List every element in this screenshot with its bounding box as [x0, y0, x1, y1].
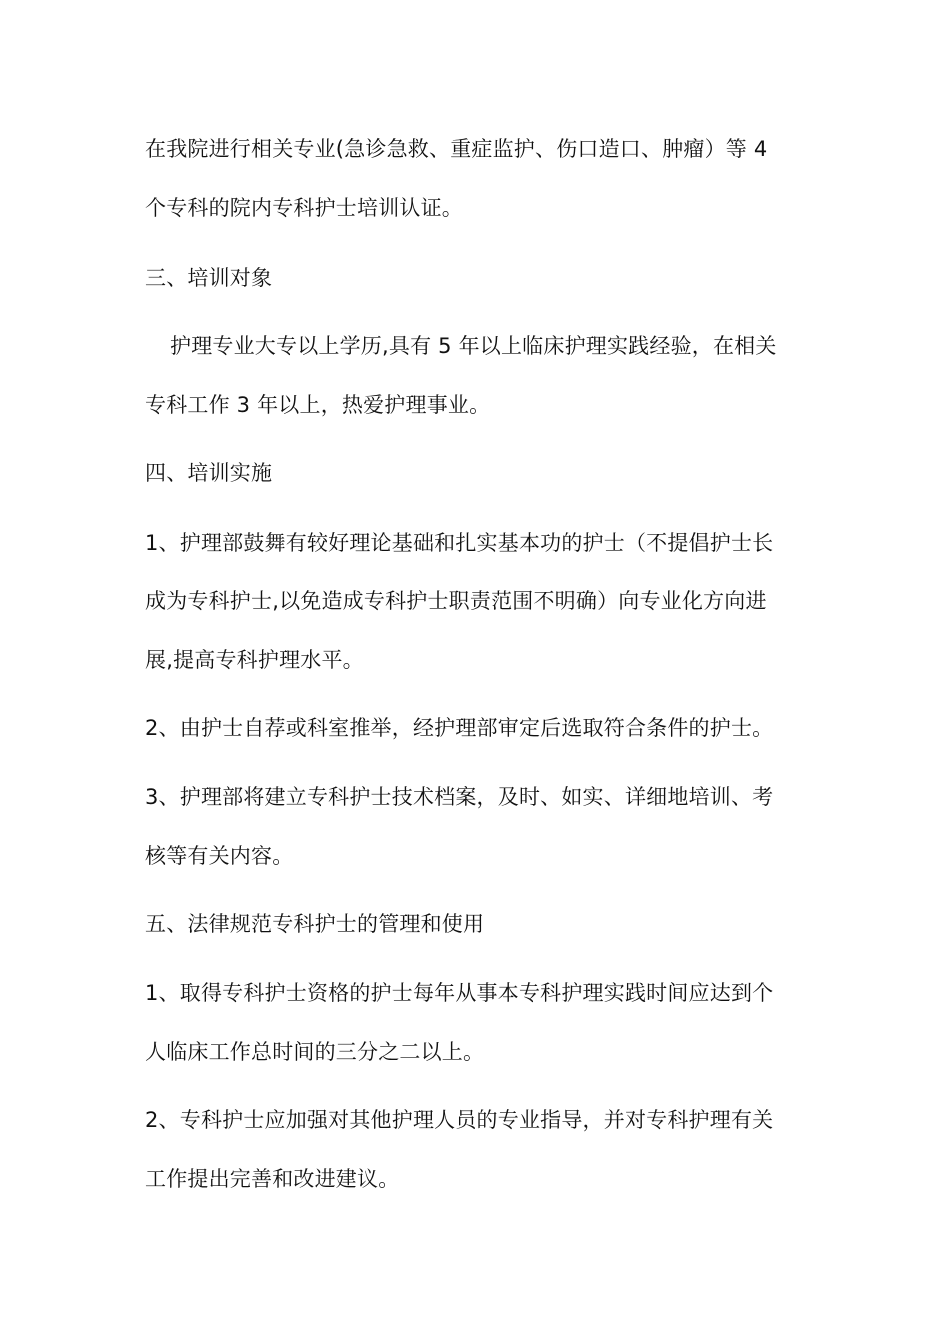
section-heading: 四、培训实施 [145, 461, 273, 485]
paragraph-line: 专科工作 3 年以上，热爱护理事业。 [145, 393, 491, 417]
paragraph-line: 在我院进行相关专业(急诊急救、重症监护、伤口造口、肿瘤）等 4 [145, 137, 768, 161]
list-item-line: 核等有关内容。 [145, 844, 294, 868]
section-heading: 三、培训对象 [145, 266, 273, 290]
paragraph-line: 护理专业大专以上学历,具有 5 年以上临床护理实践经验，在相关 [170, 334, 777, 358]
paragraph-line: 个专科的院内专科护士培训认证。 [145, 196, 463, 220]
list-item-line: 1、取得专科护士资格的护士每年从事本专科护理实践时间应达到个 [145, 981, 774, 1005]
list-item-line: 1、护理部鼓舞有较好理论基础和扎实基本功的护士（不提倡护士长 [145, 531, 774, 555]
list-item-line: 展,提高专科护理水平。 [145, 648, 364, 672]
list-item-line: 人临床工作总时间的三分之二以上。 [145, 1040, 485, 1064]
list-item-line: 3、护理部将建立专科护士技术档案，及时、如实、详细地培训、考 [145, 785, 774, 809]
section-heading: 五、法律规范专科护士的管理和使用 [145, 912, 485, 936]
list-item-line: 成为专科护士,以免造成专科护士职责范围不明确）向专业化方向进 [145, 589, 767, 613]
list-item-line: 2、由护士自荐或科室推举，经护理部审定后选取符合条件的护士。 [145, 716, 774, 740]
list-item-line: 2、专科护士应加强对其他护理人员的专业指导，并对专科护理有关 [145, 1108, 774, 1132]
list-item-line: 工作提出完善和改进建议。 [145, 1167, 400, 1191]
